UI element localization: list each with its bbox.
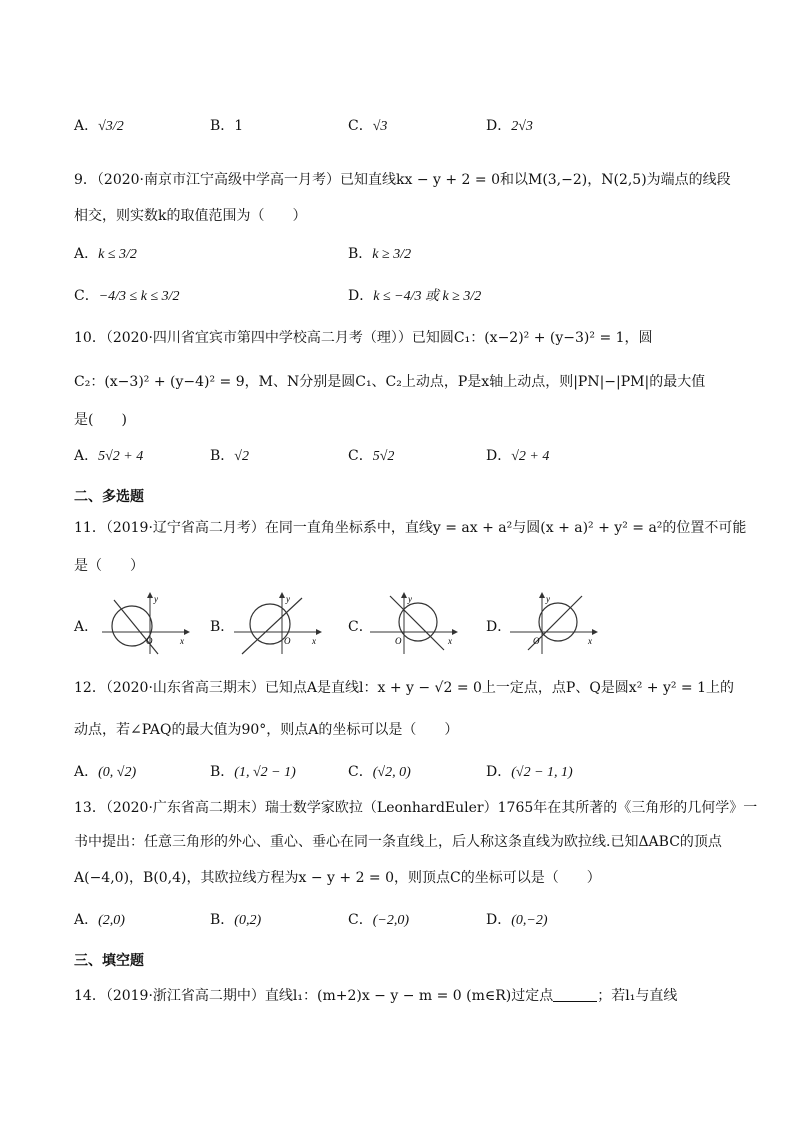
q10-option-c: C．5√2 bbox=[348, 448, 395, 464]
q10-stem-line1: 10．（2020·四川省宜宾市第四中学校高二月考（理））已知圆C₁：(x−2)² + (y−3)² = 1，圆 bbox=[74, 330, 653, 346]
q13-option-d: D．(0,−2) bbox=[486, 912, 548, 928]
q14-answer-blank[interactable] bbox=[553, 987, 597, 1002]
q11-b-axis-x: x bbox=[312, 636, 316, 646]
q12-option-b: B．(1, √2 − 1) bbox=[210, 764, 296, 780]
q13-stem-line2: 书中提出：任意三角形的外心、重心、垂心在同一条直线上，后人称这条直线为欧拉线.已知ΔABC的顶点 bbox=[74, 834, 722, 850]
q10-option-b: B．√2 bbox=[210, 448, 249, 464]
q11-c-axis-y: y bbox=[408, 594, 412, 604]
q11-a-axis-x: x bbox=[180, 636, 184, 646]
q9-option-b: B．k ≥ 3/2 bbox=[348, 246, 412, 262]
q12-stem-line1: 12．（2020·山东省高三期末）已知点A是直线l：x + y − √2 = 0上一定点，点P、Q是圆x² + y² = 1上的 bbox=[74, 680, 735, 696]
q14-stem-part2: ；若l₁与直线 bbox=[597, 988, 678, 1004]
q11-stem-line1: 11．（2019·辽宁省高二月考）在同一直角坐标系中，直线y = ax + a²与圆(x + a)² + y² = a²的位置不可能 bbox=[74, 520, 747, 536]
q11-a-origin: O bbox=[146, 636, 153, 646]
q11-a-axis-y: y bbox=[154, 594, 158, 604]
section-heading-multiple-choice: 二、多选题 bbox=[74, 489, 144, 505]
q13-option-a: A．(2,0) bbox=[74, 912, 125, 928]
q12-option-d: D．(√2 − 1, 1) bbox=[486, 764, 573, 780]
q14-stem bbox=[74, 986, 677, 1006]
q11-figure-b bbox=[232, 592, 322, 656]
q12-option-a: A．(0, √2) bbox=[74, 764, 137, 780]
q9-option-d: D．k ≤ −4/3 或 k ≥ 3/2 bbox=[348, 288, 482, 304]
q10-option-a: A．5√2 + 4 bbox=[74, 448, 144, 464]
q12-stem-line2: 动点，若∠PAQ的最大值为90°，则点A的坐标可以是（ ） bbox=[74, 722, 459, 738]
q11-label-b: B． bbox=[210, 619, 235, 635]
q11-d-origin: O bbox=[533, 636, 540, 646]
q11-figure-c bbox=[368, 592, 458, 656]
q11-stem-line2: 是（ ） bbox=[74, 558, 144, 574]
q11-c-axis-x: x bbox=[448, 636, 452, 646]
q11-d-axis-y: y bbox=[546, 594, 550, 604]
q11-figure-d bbox=[508, 592, 598, 656]
q9-stem-line1: 9．（2020·南京市江宁高级中学高一月考）已知直线kx − y + 2 = 0和以M(3,−2)，N(2,5)为端点的线段 bbox=[74, 172, 731, 188]
q13-stem-line3: A(−4,0)，B(0,4)，其欧拉线方程为x − y + 2 = 0，则顶点C的坐标可以是（ ） bbox=[74, 870, 601, 886]
q9-option-c: C．−4/3 ≤ k ≤ 3/2 bbox=[74, 288, 180, 304]
q11-b-axis-y: y bbox=[286, 594, 290, 604]
q13-option-c: C．(−2,0) bbox=[348, 912, 409, 928]
q10-stem-line3: 是( ) bbox=[74, 412, 127, 428]
q8-option-c: C．√3 bbox=[348, 118, 388, 134]
q10-option-d: D．√2 + 4 bbox=[486, 448, 550, 464]
q11-c-origin: O bbox=[395, 636, 402, 646]
q9-stem-line2: 相交，则实数k的取值范围为（ ） bbox=[74, 208, 307, 224]
q13-option-b: B．(0,2) bbox=[210, 912, 262, 928]
section-heading-fill-in: 三、填空题 bbox=[74, 953, 144, 969]
q11-figure-a bbox=[100, 592, 190, 656]
q14-stem-part1: 14．（2019·浙江省高二期中）直线l₁：(m+2)x − y − m = 0 (m∈R)过定点 bbox=[74, 988, 554, 1004]
q8-option-d: D．2√3 bbox=[486, 118, 533, 134]
q8-option-b: B．1 bbox=[210, 118, 244, 134]
q11-b-origin: O bbox=[284, 636, 291, 646]
q11-label-a: A． bbox=[74, 619, 99, 635]
q8-option-a: A．√3/2 bbox=[74, 118, 124, 134]
q9-option-a: A．k ≤ 3/2 bbox=[74, 246, 137, 262]
q11-label-d: D． bbox=[486, 619, 512, 635]
q13-stem-line1: 13．（2020·广东省高二期末）瑞士数学家欧拉（LeonhardEuler）1765年在其所著的《三角形的几何学》一 bbox=[74, 800, 758, 816]
q12-option-c: C．(√2, 0) bbox=[348, 764, 411, 780]
q11-d-axis-x: x bbox=[588, 636, 592, 646]
q11-label-c: C． bbox=[348, 619, 373, 635]
q10-stem-line2: C₂：(x−3)² + (y−4)² = 9，M、N分别是圆C₁、C₂上动点，P是x轴上动点，则|PN|−|PM|的最大值 bbox=[74, 374, 706, 390]
